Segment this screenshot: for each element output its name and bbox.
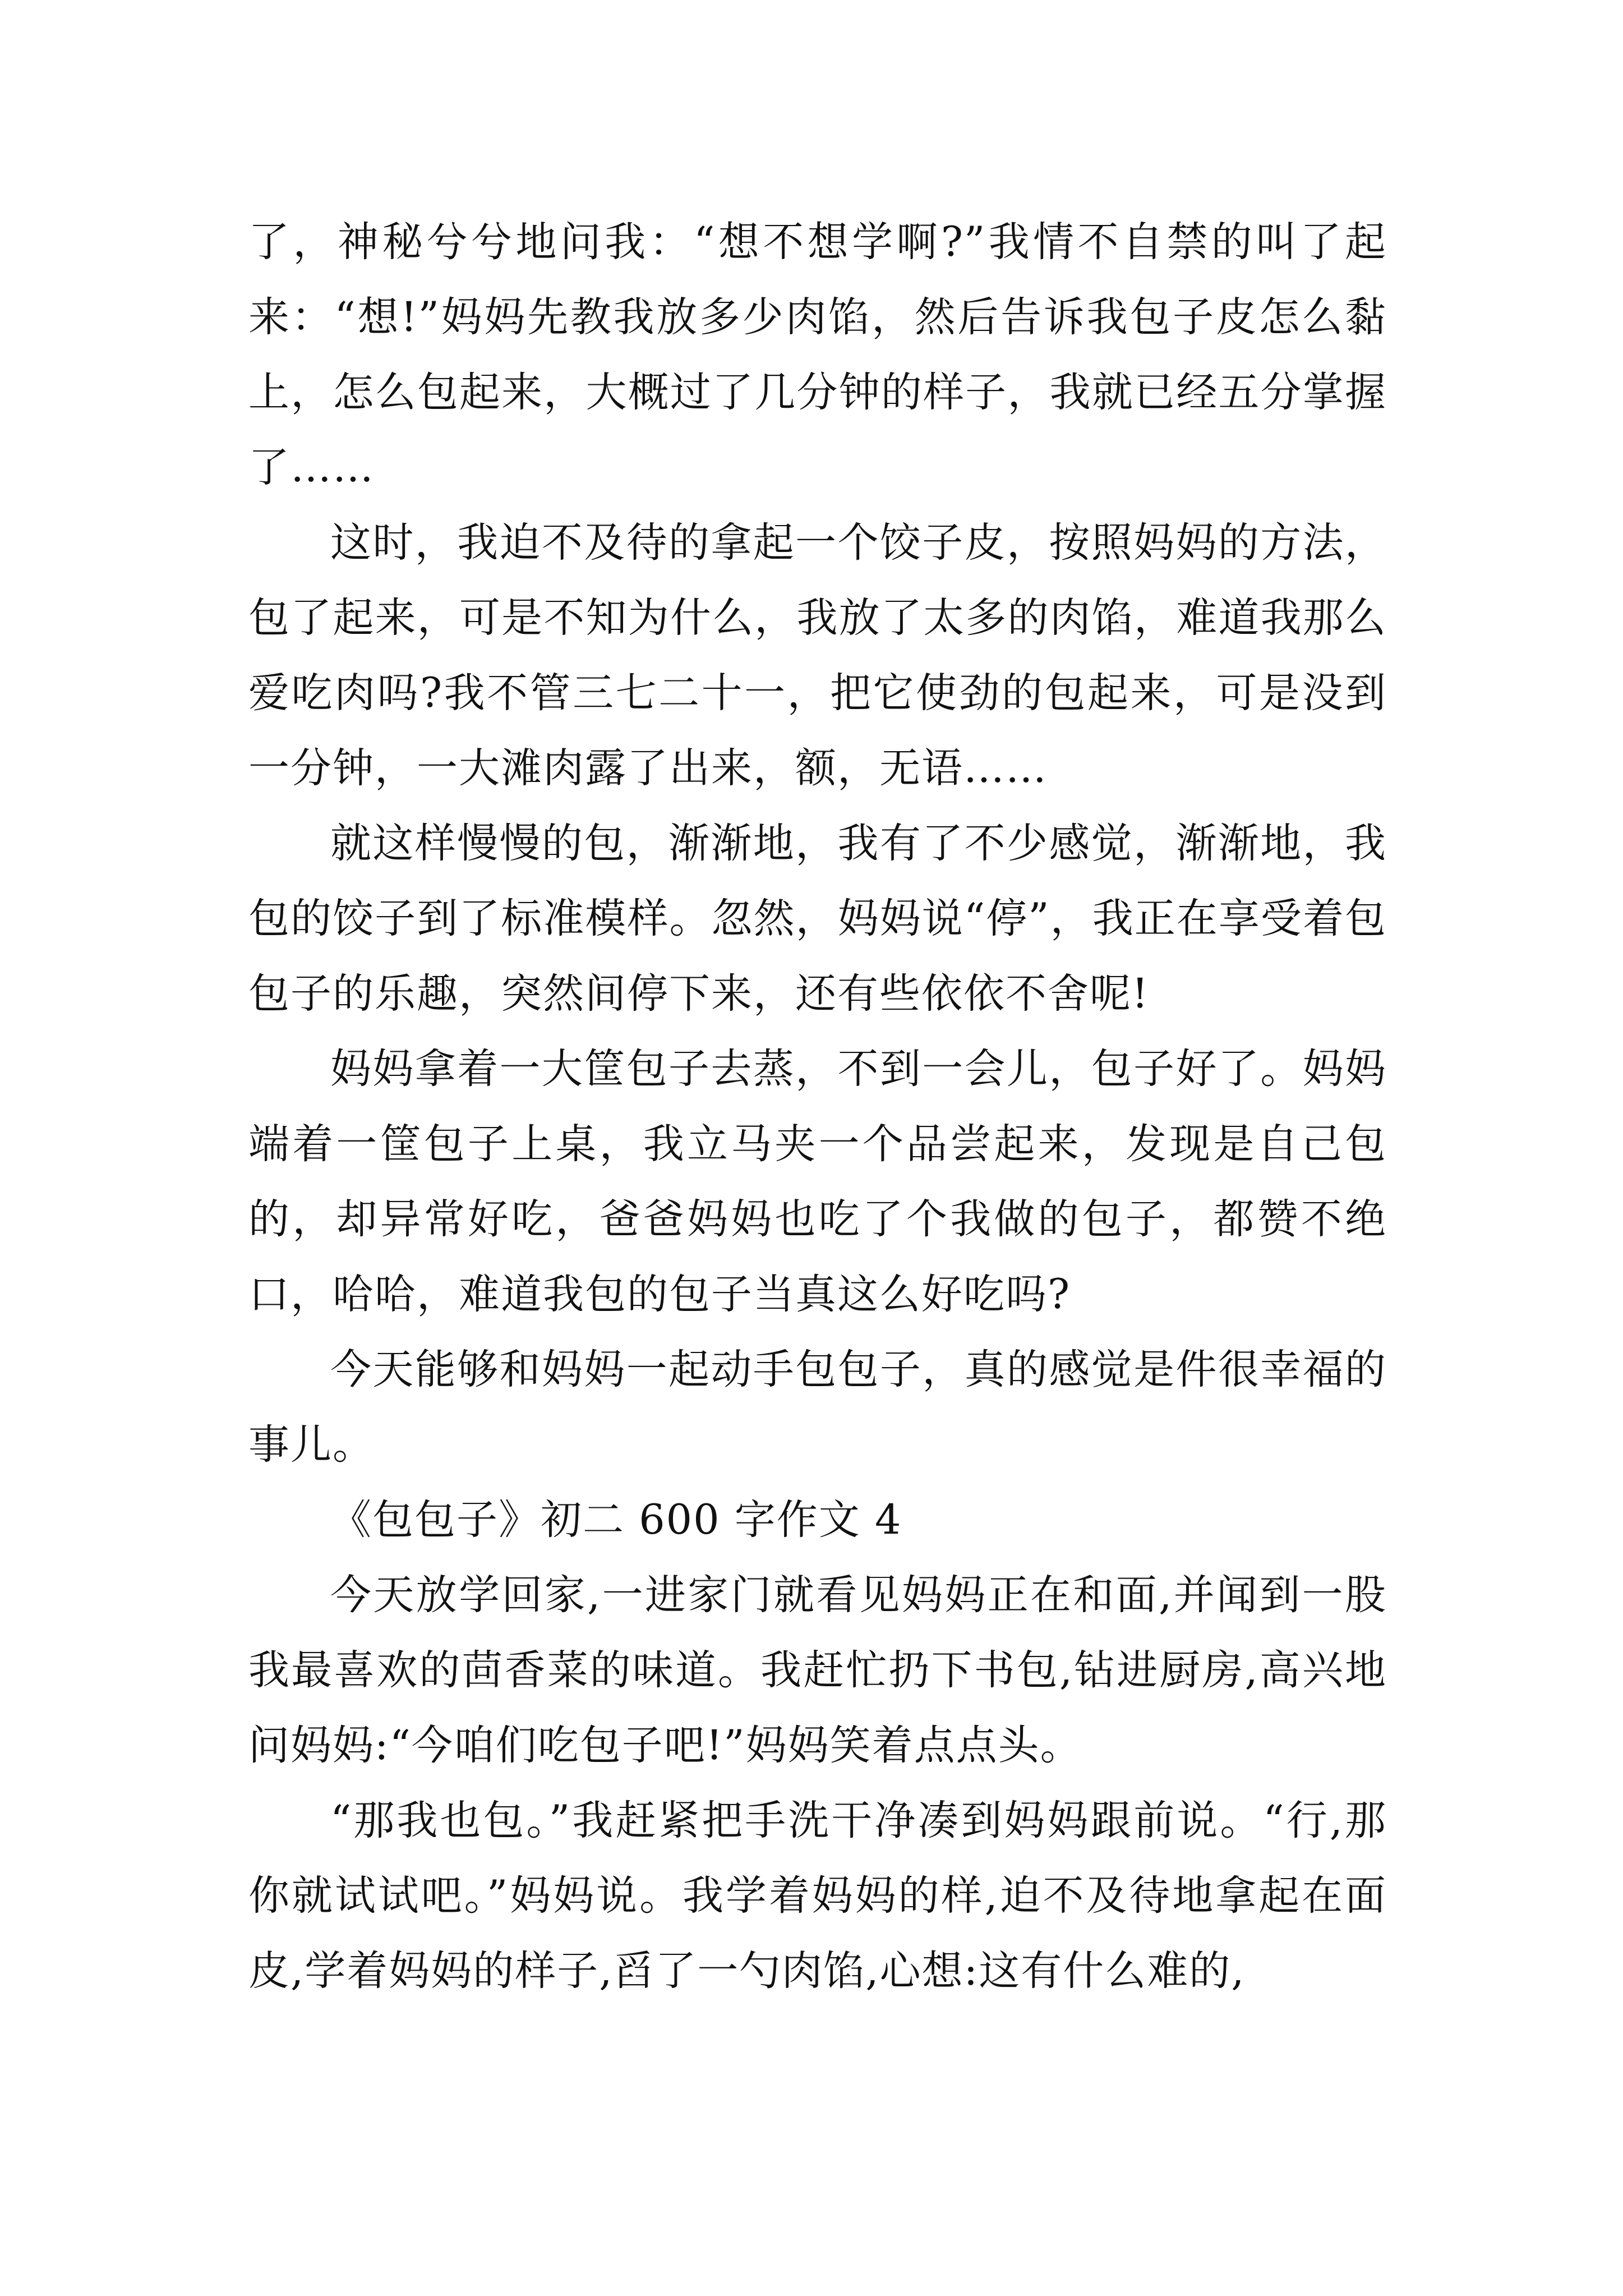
paragraph: 今天放学回家,一进家门就看见妈妈正在和面,并闻到一股我最喜欢的茴香菜的味道。我赶忙扔下书包,钻进厨房,高兴地问妈妈:“今咱们吃包子吧!”妈妈笑着点点头。 — [248, 1571, 1387, 1769]
essay-heading: 《包包子》初二 600 字作文 4 — [330, 1496, 902, 1544]
paragraph: 妈妈拿着一大筐包子去蒸，不到一会儿，包子好了。妈妈端着一筐包子上桌，我立马夹一个品尝起来，发现是自己包的，却异常好吃，爸爸妈妈也吃了个我做的包子，都赞不绝口，哈哈，难道我包的包子当真这么好吃吗? — [248, 1045, 1387, 1318]
paragraph-continued: 了，神秘兮兮地问我：“想不想学啊?”我情不自禁的叫了起来：“想!”妈妈先教我放多少肉馅，然后告诉我包子皮怎么黏上，怎么包起来，大概过了几分钟的样子，我就已经五分掌握了…… — [248, 218, 1387, 491]
paragraph: 就这样慢慢的包，渐渐地，我有了不少感觉，渐渐地，我包的饺子到了标准模样。忽然，妈妈说“停”，我正在享受着包包子的乐趣，突然间停下来，还有些依依不舍呢! — [248, 820, 1387, 1018]
paragraph: “那我也包。”我赶紧把手洗干净凑到妈妈跟前说。“行,那你就试试吧。”妈妈说。我学着妈妈的样,迫不及待地拿起在面皮,学着妈妈的样子,舀了一勺肉馅,心想:这有什么难的, — [248, 1797, 1387, 1995]
paragraph: 这时，我迫不及待的拿起一个饺子皮，按照妈妈的方法，包了起来，可是不知为什么，我放了太多的肉馅，难道我那么爱吃肉吗?我不管三七二十一，把它使劲的包起来，可是没到一分钟，一大滩肉露了出来，额，无语…… — [248, 519, 1387, 792]
document-body — [248, 205, 1387, 2009]
paragraph: 今天能够和妈妈一起动手包包子，真的感觉是件很幸福的事儿。 — [248, 1346, 1387, 1469]
